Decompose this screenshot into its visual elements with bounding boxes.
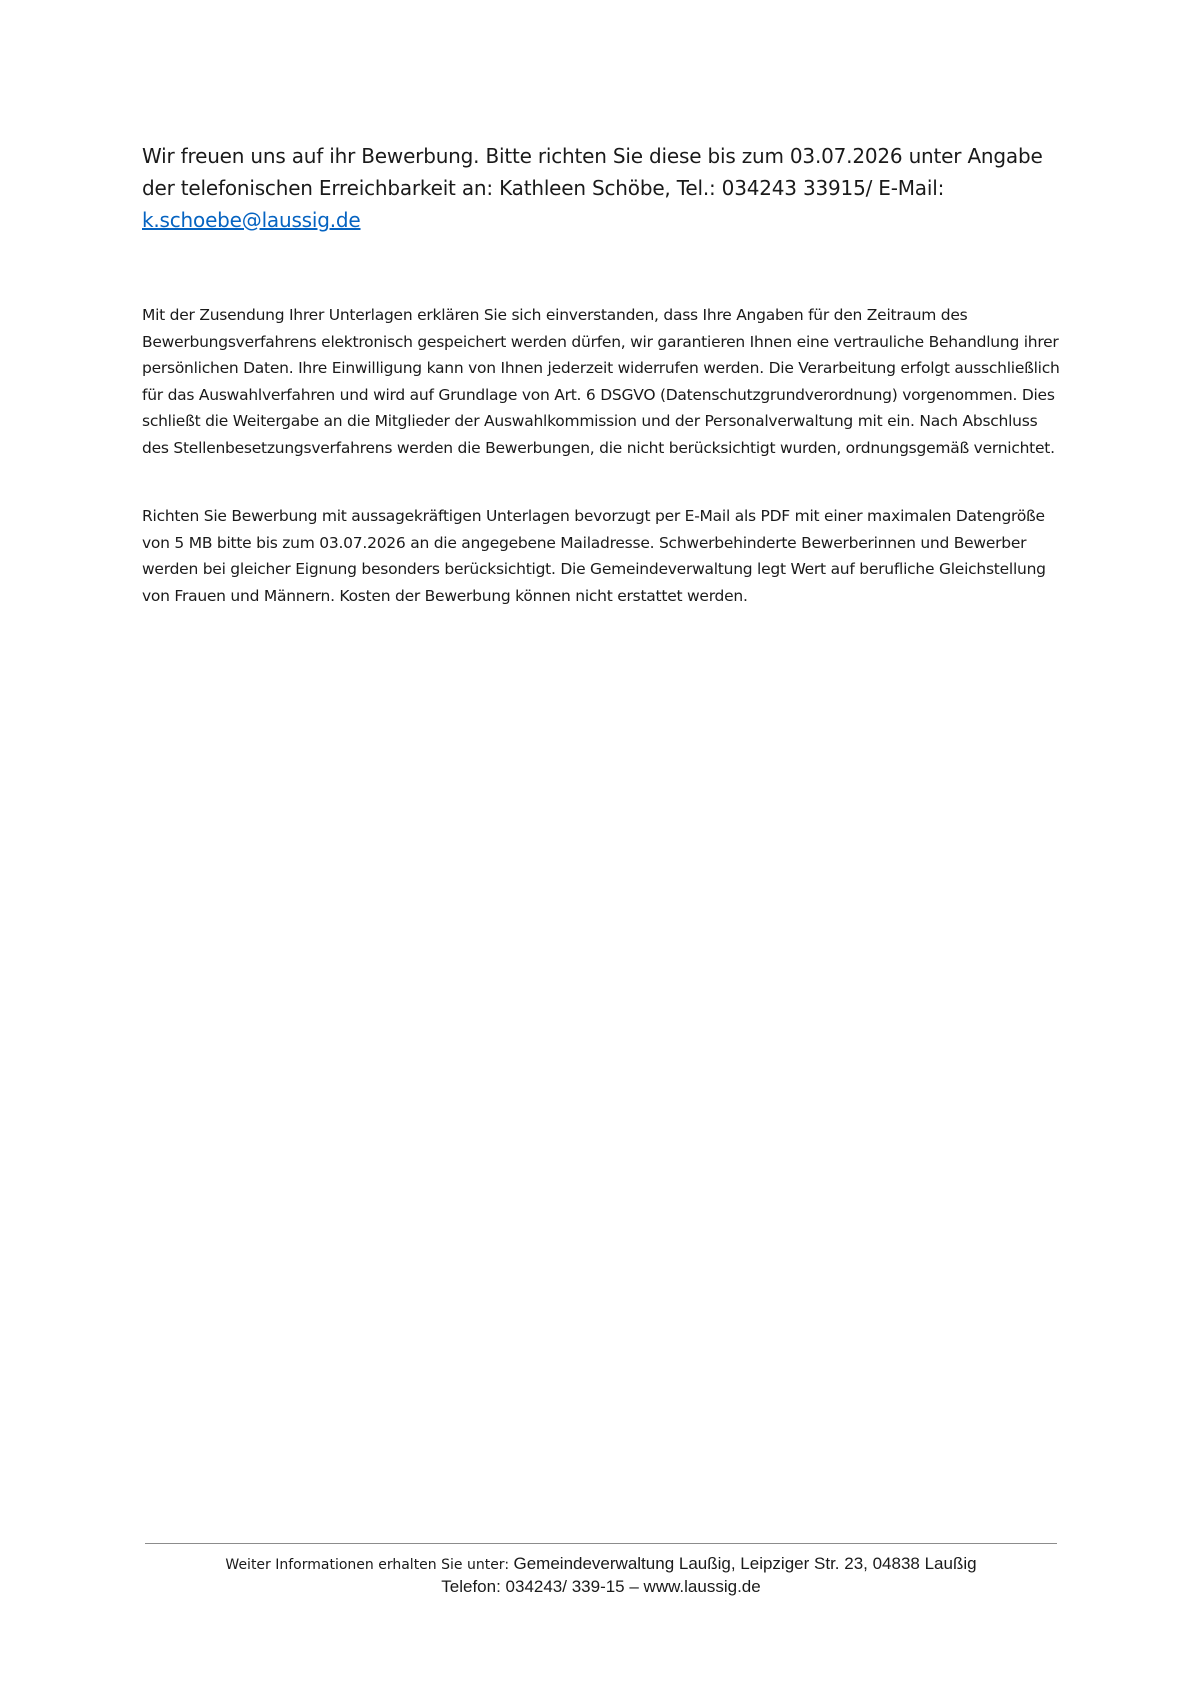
footer-address: Gemeindeverwaltung Laußig, Leipziger Str. 23, 04838 Laußig [513,1554,977,1573]
intro-text: Wir freuen uns auf ihr Bewerbung. Bitte richten Sie diese bis zum 03.07.2026 unter Angabe der telefonischen Erreichbarkeit an: Kathleen Schöbe, Tel.: 034243 33915/ E-Mail: [142,144,1043,200]
intro-paragraph [142,140,1062,236]
footer-divider [145,1543,1057,1544]
application-paragraph: Richten Sie Bewerbung mit aussagekräftigen Unterlagen bevorzugt per E-Mail als PDF mit einer maximalen Datengröße von 5 MB bitte bis zum 03.07.2026 an die angegebene Mailadresse. Schwerbehinderte Bewerberinnen und Bewerber werden bei gleicher Eignung besonders berücksichtigt. Die Gemeindeverwaltung legt Wert auf berufliche Gleichstellung von Frauen und Männern. Kosten der Bewerbung können nicht erstattet werden. [142,507,1046,605]
footer-line-1 [145,1553,1057,1576]
footer-lead: Weiter Informationen erhalten Sie unter: [225,1557,514,1573]
footer-contact: Telefon: 034243/ 339-15 – www.laussig.de [441,1577,761,1596]
privacy-paragraph: Mit der Zusendung Ihrer Unterlagen erklären Sie sich einverstanden, dass Ihre Angaben für den Zeitraum des Bewerbungsverfahrens elektronisch gespeichert werden dürfen, wir garantieren Ihnen eine vertrauliche Behandlung ihrer persönlichen Daten. Ihre Einwilligung kann von Ihnen jederzeit widerrufen werden. Die Verarbeitung erfolgt ausschließlich für das Auswahlverfahren und wird auf Grundlage von Art. 6 DSGVO (Datenschutzgrundverordnung) vorgenommen. Dies schließt die Weitergabe an die Mitglieder der Auswahlkommission und der Personalverwaltung mit ein. Nach Abschluss des Stellenbesetzungsverfahrens werden die Bewerbungen, die nicht berücksichtigt wurden, ordnungsgemäß vernichtet. [142,306,1060,457]
page-footer [145,1553,1057,1598]
email-link[interactable]: k.schoebe@laussig.de [142,208,361,232]
